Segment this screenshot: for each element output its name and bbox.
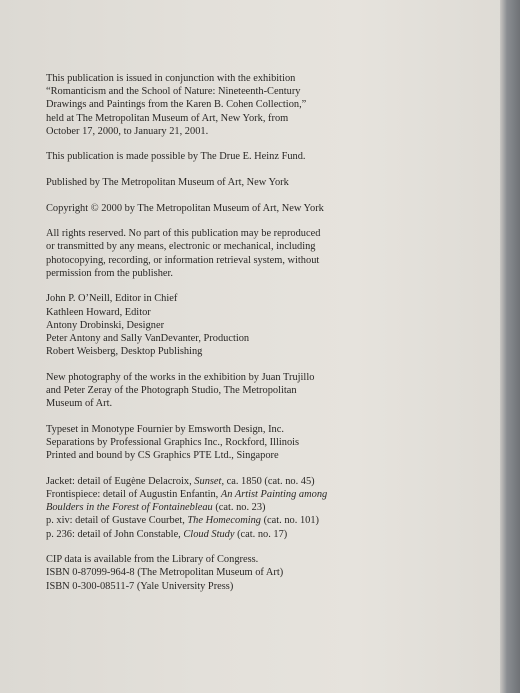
text-line: Drawings and Paintings from the Karen B. Cohen Collection,” xyxy=(46,99,307,111)
credit-suffix: , ca. 1850 (cat. no. 45) xyxy=(221,475,315,487)
credit-prefix: p. 236: detail of John Constable, xyxy=(46,528,184,540)
credit-line: Peter Antony and Sally VanDevanter, Production xyxy=(46,333,250,344)
credit-suffix: (cat. no. 101) xyxy=(261,515,319,527)
text-line: October 17, 2000, to January 21, 2001. xyxy=(46,125,209,137)
publisher-paragraph xyxy=(46,176,346,189)
rights-paragraph xyxy=(46,227,346,280)
artwork-title: The Homecoming xyxy=(187,515,261,527)
text-line: Typeset in Monotype Fournier by Emsworth Design, Inc. xyxy=(46,423,284,435)
frontispiece-credit xyxy=(46,488,346,501)
production-paragraph xyxy=(46,423,346,463)
artwork-title: Boulders in the Forest of Fontainebleau xyxy=(46,502,213,514)
credit-prefix: Frontispiece: detail of Augustin Enfantin, xyxy=(46,489,221,500)
artwork-title: An Artist Painting among xyxy=(220,489,328,500)
exhibition-paragraph xyxy=(46,72,346,138)
jacket-credit xyxy=(46,475,346,488)
pxiv-credit xyxy=(46,514,346,527)
text-line: permission from the publisher. xyxy=(46,267,173,279)
cip-paragraph xyxy=(46,553,346,593)
credit-prefix: Jacket: detail of Eugène Delacroix, xyxy=(46,475,195,487)
credit-prefix: p. xiv: detail of Gustave Courbet, xyxy=(46,515,188,527)
text-line: New photography of the works in the exhibition by Juan Trujillo xyxy=(46,371,315,383)
copyright-page-text xyxy=(46,72,346,605)
funding-paragraph xyxy=(46,150,346,163)
credit-suffix: (cat. no. 17) xyxy=(234,528,288,540)
text-line: Separations by Professional Graphics Inc., Rockford, Illinois xyxy=(46,437,300,448)
credit-line: Robert Weisberg, Desktop Publishing xyxy=(46,346,203,358)
frontispiece-credit-cont xyxy=(46,501,346,514)
text-line: “Romanticism and the School of Nature: Nineteenth-Century xyxy=(46,86,301,98)
text-line: or transmitted by any means, electronic or mechanical, including xyxy=(46,241,316,253)
p236-credit xyxy=(46,528,346,541)
credit-line: Antony Drobinski, Designer xyxy=(46,319,165,331)
credit-line: John P. O’Neill, Editor in Chief xyxy=(46,293,178,305)
text-line: Published by The Metropolitan Museum of Art, New York xyxy=(46,177,289,188)
text-line: This publication is issued in conjunction with the exhibition xyxy=(46,73,296,84)
artwork-title: Sunset xyxy=(194,475,222,487)
text-line: Museum of Art. xyxy=(46,398,113,410)
text-line: Copyright © 2000 by The Metropolitan Museum of Art, New York xyxy=(46,202,324,214)
isbn-line: ISBN 0-87099-964-8 (The Metropolitan Museum of Art) xyxy=(46,567,284,579)
page-edge-shadow xyxy=(500,0,520,693)
text-line: held at The Metropolitan Museum of Art, New York, from xyxy=(46,112,289,124)
credit-line: Kathleen Howard, Editor xyxy=(46,306,151,318)
copyright-paragraph xyxy=(46,202,346,215)
isbn-line: ISBN 0-300-08511-7 (Yale University Press) xyxy=(46,580,234,592)
artwork-title: Cloud Study xyxy=(183,528,235,540)
text-line: Printed and bound by CS Graphics PTE Ltd., Singapore xyxy=(46,450,279,462)
credit-suffix: (cat. no. 23) xyxy=(212,502,266,514)
text-line: photocopying, recording, or information retrieval system, without xyxy=(46,254,320,266)
text-line: All rights reserved. No part of this publication may be reproduced xyxy=(46,228,321,240)
photography-paragraph xyxy=(46,371,346,411)
text-line: This publication is made possible by The Drue E. Heinz Fund. xyxy=(46,151,306,163)
credits-list xyxy=(46,292,346,358)
text-line: CIP data is available from the Library of Congress. xyxy=(46,554,259,566)
text-line: and Peter Zeray of the Photograph Studio, The Metropolitan xyxy=(46,385,297,396)
illustration-credits xyxy=(46,475,346,541)
